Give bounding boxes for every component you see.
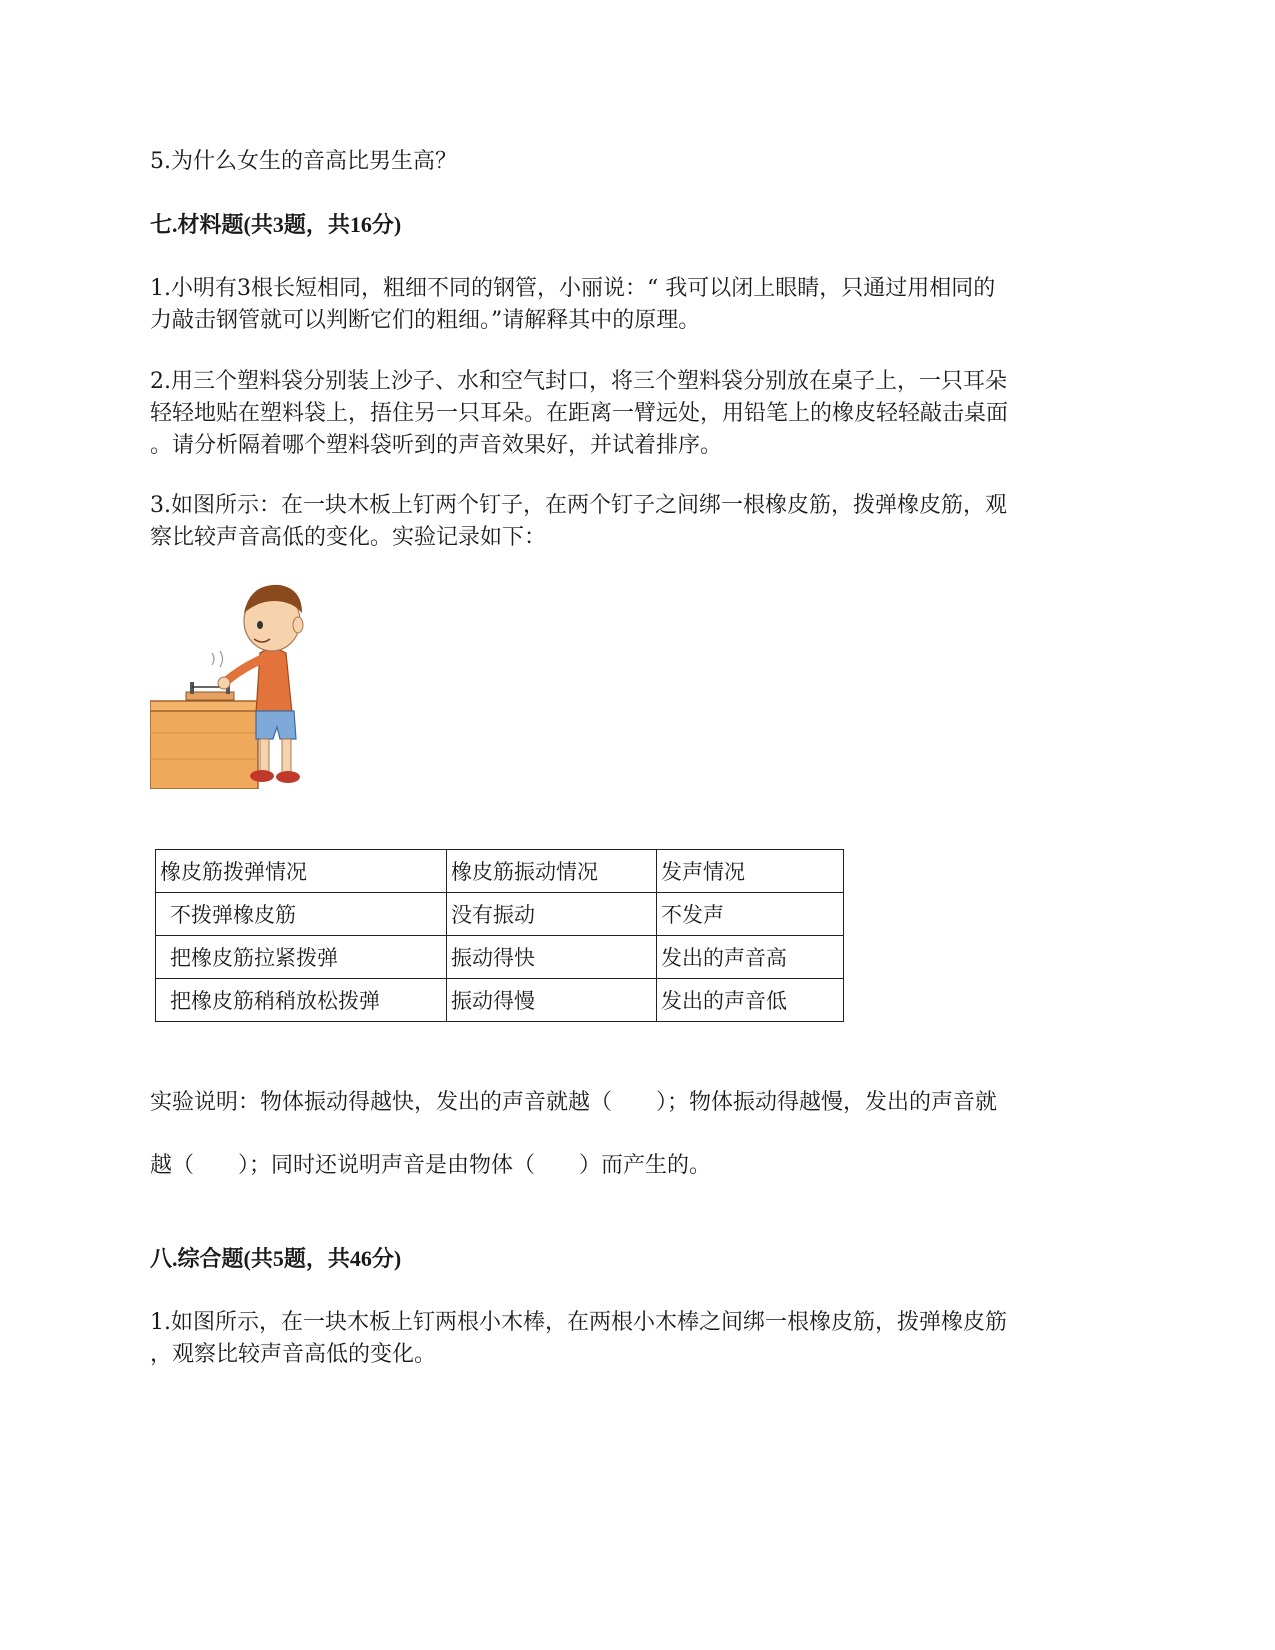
table-header-cell: 橡皮筋拨弹情况 [156,850,447,893]
table-cell: 振动得慢 [447,979,657,1022]
table-cell: 发出的声音低 [657,979,844,1022]
s7-q1-line1: 1.小明有3根长短相同，粗细不同的钢管，小丽说：“ 我可以闭上眼睛，只通过用相同的 [150,276,996,301]
s7-q3-explain-line2: 越（ ）；同时还说明声音是由物体（ ）而产生的。 [150,1153,712,1178]
table-cell: 把橡皮筋拉紧拨弹 [156,936,447,979]
question-5-text: 5.为什么女生的音高比男生高？ [150,149,457,174]
table-cell: 没有振动 [447,893,657,936]
s7-q3-explain-line1: 实验说明：物体振动得越快，发出的声音就越（ ）；物体振动得越慢，发出的声音就 [150,1090,998,1115]
table-cell: 发出的声音高 [657,936,844,979]
table-row [156,936,844,979]
table-row [156,979,844,1022]
boy-plucking-rubber-band-illustration [150,583,313,789]
s7-q3-line1: 3.如图所示：在一块木板上钉两个钉子，在两个钉子之间绑一根橡皮筋，拨弹橡皮筋，观 [150,493,1007,518]
s8-q1-line2: ，观察比较声音高低的变化。 [150,1342,437,1367]
table-cell: 振动得快 [447,936,657,979]
table-row [156,893,844,936]
table-header-row [156,850,844,893]
table-cell: 不拨弹橡皮筋 [156,893,447,936]
s8-q1-line1: 1.如图所示，在一块木板上钉两根小木棒，在两根小木棒之间绑一根橡皮筋，拨弹橡皮筋 [150,1310,1007,1335]
section-8-heading: 八.综合题(共5题，共46分) [150,1246,402,1271]
s7-q2-line3: 。请分析隔着哪个塑料袋听到的声音效果好，并试着排序。 [150,433,723,458]
section-7-heading: 七.材料题(共3题，共16分) [150,212,402,237]
table-cell: 把橡皮筋稍稍放松拨弹 [156,979,447,1022]
s7-q3-line2: 察比较声音高低的变化。实验记录如下： [150,525,547,550]
s7-q2-line2: 轻轻地贴在塑料袋上，捂住另一只耳朵。在距离一臂远处，用铅笔上的橡皮轻轻敲击桌面 [150,401,1009,426]
s7-q2-line1: 2.用三个塑料袋分别装上沙子、水和空气封口，将三个塑料袋分别放在桌子上，一只耳朵 [150,369,1007,394]
table-header-cell: 橡皮筋振动情况 [447,850,657,893]
s7-q1-line2: 力敲击钢管就可以判断它们的粗细。”请解释其中的原理。 [150,308,701,333]
table-header-cell: 发声情况 [657,850,844,893]
experiment-record-table [155,849,844,1022]
table-cell: 不发声 [657,893,844,936]
